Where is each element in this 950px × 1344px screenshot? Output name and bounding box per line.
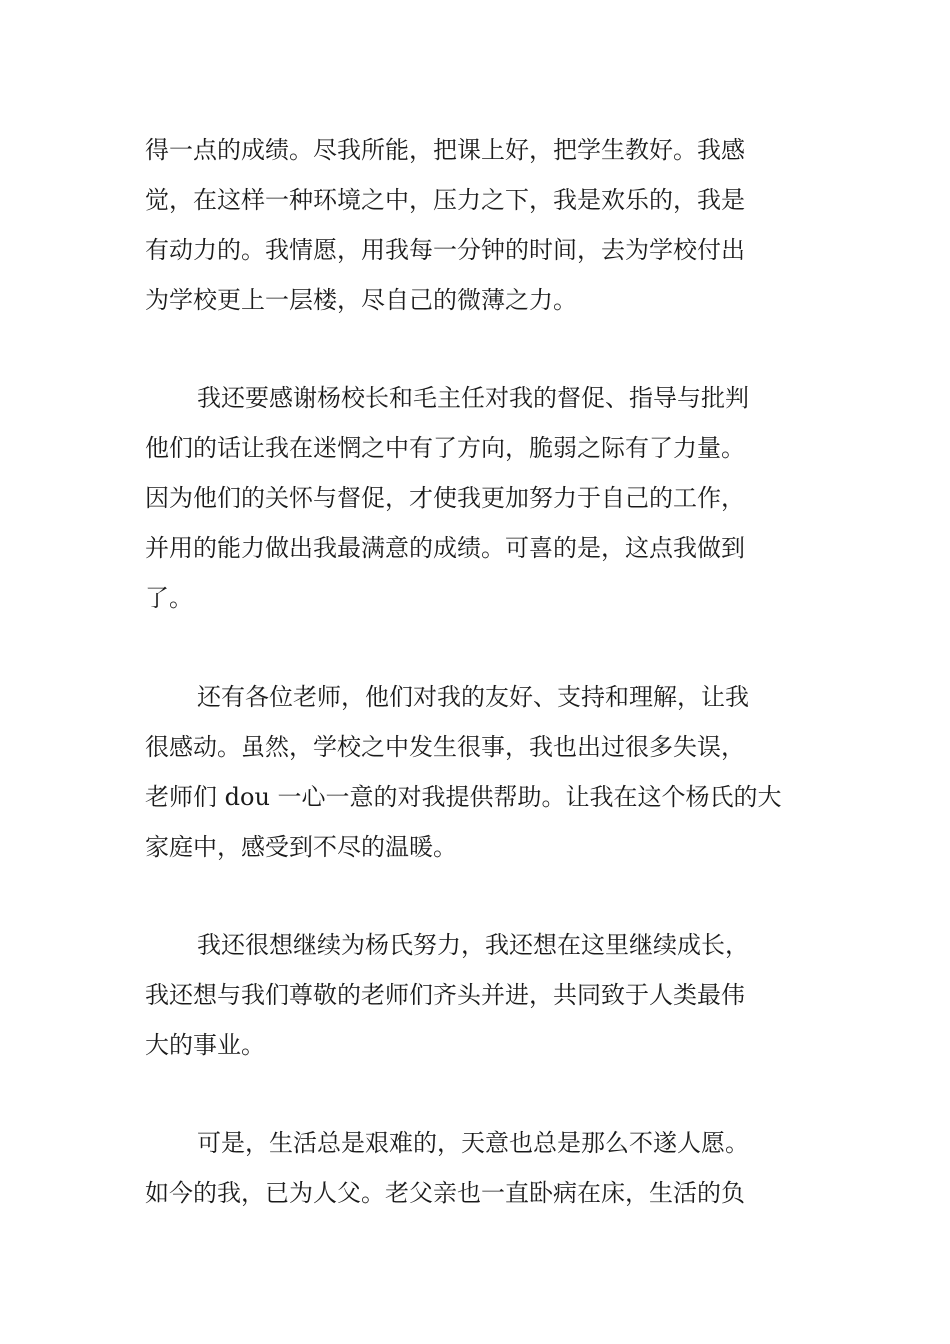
text-line: 了。 [145, 584, 193, 612]
paragraph-2 [145, 373, 810, 623]
text-line: 我还很想继续为杨氏努力，我还想在这里继续成长， [197, 931, 749, 959]
text-line: 觉，在这样一种环境之中，压力之下，我是欢乐的，我是 [145, 186, 745, 214]
text-line: 大的事业。 [145, 1031, 265, 1059]
paragraph-1 [145, 125, 810, 325]
text-line: 如今的我，已为人父。老父亲也一直卧病在床，生活的负 [145, 1179, 745, 1207]
text-line: 为学校更上一层楼，尽自己的微薄之力。 [145, 286, 577, 314]
text-line: 并用的能力做出我最满意的成绩。可喜的是，这点我做到 [145, 534, 745, 562]
text-line: 得一点的成绩。尽我所能，把课上好，把学生教好。我感 [145, 136, 745, 164]
text-line: 可是，生活总是艰难的，天意也总是那么不遂人愿。 [197, 1129, 749, 1157]
text-line: 很感动。虽然，学校之中发生很事，我也出过很多失误， [145, 733, 745, 761]
text-line: 因为他们的关怀与督促，才使我更加努力于自己的工作， [145, 484, 745, 512]
paragraph-5 [145, 1118, 810, 1218]
text-line: 我还想与我们尊敬的老师们齐头并进，共同致于人类最伟 [145, 981, 745, 1009]
text-line: 有动力的。我情愿，用我每一分钟的时间，去为学校付出 [145, 236, 745, 264]
paragraph-3 [145, 672, 810, 872]
text-line: 还有各位老师，他们对我的友好、支持和理解，让我 [197, 683, 749, 711]
paragraph-4 [145, 920, 810, 1070]
text-line: 家庭中，感受到不尽的温暖。 [145, 833, 457, 861]
text-line: 老师们 dou 一心一意的对我提供帮助。让我在这个杨氏的大 [145, 783, 782, 811]
text-line: 我还要感谢杨校长和毛主任对我的督促、指导与批判 [197, 384, 749, 412]
text-line: 他们的话让我在迷惘之中有了方向，脆弱之际有了力量。 [145, 434, 745, 462]
